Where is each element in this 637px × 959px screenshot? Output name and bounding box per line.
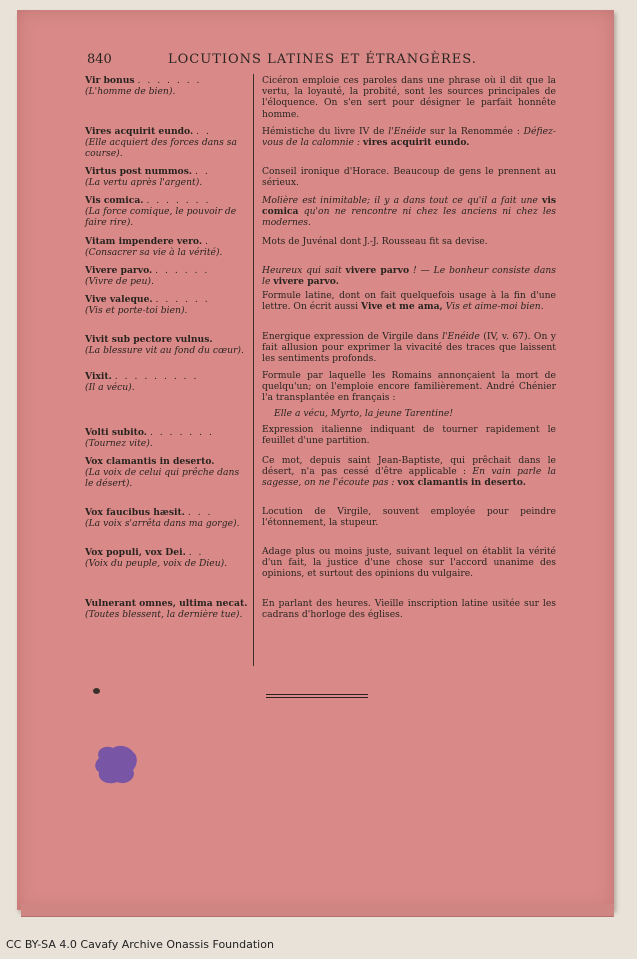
- entry-term-volti-subito: Volti subito. . . . . . . . (Tournez vite).: [85, 427, 214, 450]
- entry-term-vive-valeque: Vive valeque. . . . . . . (Vis et porte-toi bien).: [85, 294, 210, 317]
- entry-term-vitam-impendere: Vitam impendere vero. . (Consacrer sa vie à la vérité).: [85, 236, 223, 259]
- entry-term-vulnerant-omnes: Vulnerant omnes, ultima necat. (Toutes blessent, la dernière tue).: [85, 598, 248, 621]
- entry-explanation-vivit-sub-pectore: Energique expression de Virgile dans l'Enéide (IV, v. 67). On y fait allusion pour exprimer la vivacité des traces que laissent les sentiments profonds.: [262, 331, 556, 365]
- entry-term-vires-acquirit: Vires acquirit eundo. . . (Elle acquiert des forces dans sa course).: [85, 126, 237, 160]
- entry-explanation-volti-subito: Expression italienne indiquant de tourner rapidement le feuillet d'une partition.: [262, 424, 556, 447]
- entry-explanation-vulnerant-omnes: En parlant des heures. Vieille inscription latine usitée sur les cadrans d'horloge des églises.: [262, 598, 556, 621]
- credit-line: CC BY-SA 4.0 Cavafy Archive Onassis Foundation: [6, 938, 274, 951]
- entry-explanation-vir-bonus: Cicéron emploie ces paroles dans une phrase où il dit que la vertu, la loyauté, la probité, sont les sources principales de l'éloquence. On s'en sert pour désigner le parfait honnête homme.: [262, 75, 556, 120]
- page-header: [72, 50, 532, 70]
- entry-explanation-vires-acquirit: Hémistiche du livre IV de l'Enéide sur la Renommée : Défiez-vous de la calomnie : vires acquirit eundo.: [262, 126, 556, 149]
- entry-term-vox-faucibus: Vox faucibus hæsit. . . . (La voix s'arrêta dans ma gorge).: [85, 507, 240, 530]
- entry-term-vivere-parvo: Vivere parvo. . . . . . . (Vivre de peu).: [85, 265, 210, 288]
- entry-explanation-vixit: Formule par laquelle les Romains annonçaient la mort de quelqu'un; on l'emploie encore familièrement. André Chénier l'a transplantée en français : Elle a vécu, Myrto, la jeune Tarentine!: [262, 370, 556, 419]
- entry-explanation-vivere-parvo: Heureux qui sait vivere parvo ! — Le bonheur consiste dans le vivere parvo.: [262, 265, 556, 288]
- entry-term-vivit-sub-pectore: Vivit sub pectore vulnus. (La blessure vit au fond du cœur).: [85, 334, 244, 357]
- entry-explanation-vox-clamantis: Ce mot, depuis saint Jean-Baptiste, qui prêchait dans le désert, n'a pas cessé d'être applicable : En vain parle la sagesse, on ne l'écoute pas : vox clamantis in deserto.: [262, 455, 556, 489]
- page-title: LOCUTIONS LATINES ET ÉTRANGÈRES.: [168, 52, 477, 67]
- entry-explanation-vox-populi: Adage plus ou moins juste, suivant lequel on établit la vérité d'un fait, la justice d'une chose sur l'accord unanime des opinions, et surtout des opinions du vulgaire.: [262, 546, 556, 580]
- entry-explanation-vitam-impendere: Mots de Juvénal dont J.-J. Rousseau fit sa devise.: [262, 236, 488, 247]
- entry-explanation-vox-faucibus: Locution de Virgile, souvent employée pour peindre l'étonnement, la stupeur.: [262, 506, 556, 529]
- ink-stamp-blot: [93, 744, 141, 786]
- closing-rule: [266, 694, 368, 698]
- entry-term-vixit: Vixit. . . . . . . . . . (Il a vécu).: [85, 371, 199, 394]
- entry-explanation-virtus-post: Conseil ironique d'Horace. Beaucoup de gens le prennent au sérieux.: [262, 166, 556, 189]
- entry-term-vox-clamantis: Vox clamantis in deserto. (La voix de celui qui prêche dans le désert).: [85, 456, 240, 490]
- page-edge: [21, 904, 614, 917]
- entry-term-vox-populi: Vox populi, vox Dei. . . (Voix du peuple, voix de Dieu).: [85, 547, 228, 570]
- entry-term-vis-comica: Vis comica. . . . . . . . (La force comique, le pouvoir de faire rire).: [85, 195, 237, 229]
- entry-explanation-vive-valeque: Formule latine, dont on fait quelquefois usage à la fin d'une lettre. On écrit aussi Vive et me ama, Vis et aime-moi bien.: [262, 290, 556, 313]
- entry-term-vir-bonus: Vir bonus . . . . . . . (L'homme de bien).: [85, 75, 202, 98]
- paper-stain: [93, 688, 100, 694]
- page-number: 840: [87, 52, 112, 67]
- entry-term-virtus-post: Virtus post nummos. . . (La vertu après l'argent).: [85, 166, 210, 189]
- column-divider: [253, 74, 254, 666]
- chenier-quote: Elle a vécu, Myrto, la jeune Tarentine!: [274, 407, 454, 419]
- entry-explanation-vis-comica: Molière est inimitable; il y a dans tout ce qu'il a fait une vis comica qu'on ne rencontre ni chez les anciens ni chez les modernes.: [262, 195, 556, 229]
